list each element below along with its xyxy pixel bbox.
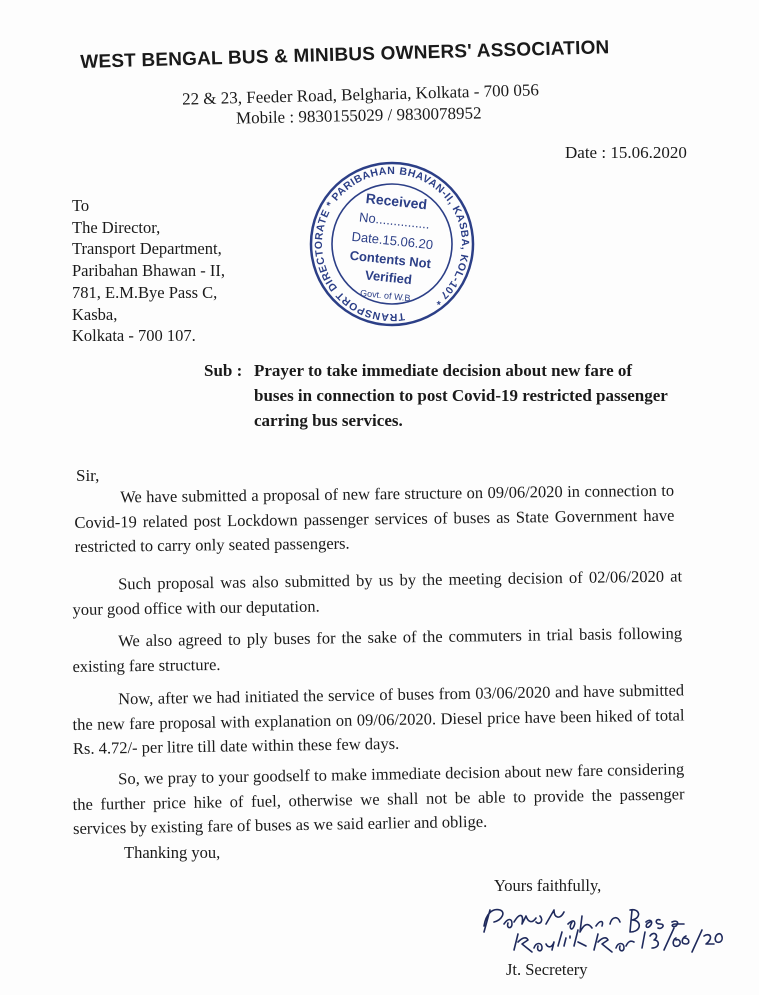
recipient-line: Kasba,: [72, 304, 118, 324]
letterhead-title: WEST BENGAL BUS & MINIBUS OWNERS' ASSOCIATION: [80, 37, 610, 73]
body-paragraph: We have submitted a proposal of new fare structure on 09/06/2020 in connection to Covid-19 related post Lockdown passenger services of buses as State Government have restricted to carry only seated passengers.: [74, 480, 675, 556]
letterhead-mobile: Mobile : 9830155029 / 9830078952: [235, 103, 482, 128]
recipient-address: [72, 195, 225, 347]
recipient-line: Transport Department,: [72, 239, 222, 259]
stamp-received: Received: [365, 190, 428, 213]
handwritten-signatures: [470, 898, 730, 968]
recipient-line: 781, E.M.Bye Pass C,: [72, 282, 218, 302]
subject-text: Prayer to take immediate decision about new fare of buses in connection to post Covid-19 restricted passenger carring bus services.: [254, 361, 668, 430]
recipient-line: Kolkata - 700 107.: [72, 326, 196, 346]
recipient-line: The Director,: [72, 217, 161, 237]
body-paragraph: Now, after we had initiated the service of buses from 03/06/2020 and have submitted the new fare proposal with explanation on 09/06/2020. Diesel price have been hiked of total Rs. 4.72/- per litre till date within these few days.: [72, 680, 685, 758]
stamp-govt: Govt. of W.B.: [359, 287, 414, 304]
body-paragraph: So, we pray to your goodself to make immediate decision about new fare considering the further price hike of fuel, otherwise we shall not be able to provide the passenger services by existing fare of buses as we said earlier and oblige.: [72, 759, 685, 838]
closing-thanks: Thanking you,: [124, 843, 221, 862]
stamp-no: No...............: [358, 209, 431, 232]
letterhead-address: 22 & 23, Feeder Road, Belgharia, Kolkata - 700 056: [181, 80, 540, 109]
received-stamp: [306, 158, 478, 330]
stamp-contents: Contents Not: [349, 247, 432, 272]
recipient-to: To: [72, 196, 90, 215]
signatory-designation: Jt. Secretery: [506, 960, 588, 979]
recipient-line: Paribahan Bhawan - II,: [72, 261, 226, 281]
stamp-ring-text: TRANSPORT DIRECTORATE * PARIBAHAN BHAVAN-II, KASBA, KOL-107 *: [312, 164, 472, 324]
stamp-verified: Verified: [364, 267, 413, 288]
subject-label: Sub :: [204, 361, 243, 380]
body-paragraph: We also agreed to ply buses for the sake of the commuters in trial basis following existing fare structure.: [72, 623, 683, 676]
closing-yours: Yours faithfully,: [494, 876, 602, 895]
body-paragraph: Such proposal was also submitted by us by the meeting decision of 02/06/2020 at your good office with our deputation.: [72, 566, 683, 619]
letter-date: Date : 15.06.2020: [565, 143, 687, 162]
salutation: Sir,: [76, 466, 100, 485]
stamp-date: Date.15.06.20: [350, 228, 434, 253]
